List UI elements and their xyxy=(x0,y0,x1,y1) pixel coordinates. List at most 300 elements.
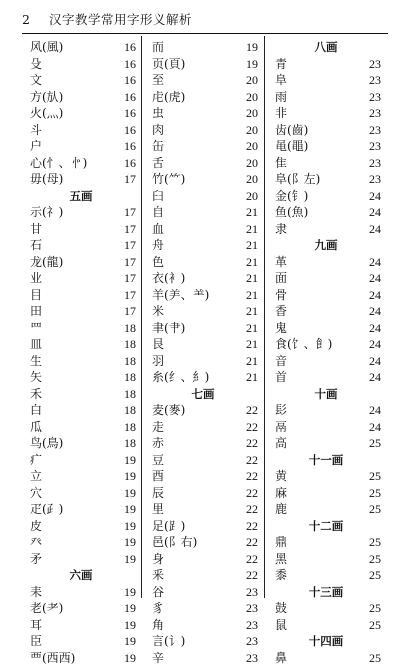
index-entry xyxy=(267,600,385,617)
radical-char: 革 xyxy=(275,254,287,271)
index-entry xyxy=(144,617,262,634)
radical-char: 赤 xyxy=(152,435,164,452)
index-entry xyxy=(144,633,262,650)
page-ref: 22 xyxy=(246,567,258,584)
index-entry xyxy=(267,402,385,419)
index-entry xyxy=(267,155,385,172)
index-entry xyxy=(22,39,140,56)
page-ref: 22 xyxy=(246,419,258,436)
radical-char: 辛 xyxy=(152,650,164,666)
radical-char: 矛 xyxy=(30,551,42,568)
radical-char: 臣 xyxy=(30,633,42,650)
radical-char: 皮 xyxy=(30,518,42,535)
radical-char: 身 xyxy=(152,551,164,568)
header-rule xyxy=(22,33,388,34)
radical-char: 目 xyxy=(30,287,42,304)
index-entry xyxy=(144,303,262,320)
page-ref: 17 xyxy=(124,270,136,287)
radical-char: 而 xyxy=(152,39,164,56)
radical-char: 殳 xyxy=(30,56,42,73)
radical-char: 鼠 xyxy=(275,617,287,634)
page-ref: 24 xyxy=(369,188,381,205)
page-ref: 16 xyxy=(124,105,136,122)
index-entry xyxy=(267,89,385,106)
page-ref: 25 xyxy=(369,551,381,568)
index-entry xyxy=(22,353,140,370)
index-entry xyxy=(144,650,262,666)
page-ref: 25 xyxy=(369,468,381,485)
page-ref: 23 xyxy=(369,122,381,139)
page-ref: 23 xyxy=(369,89,381,106)
radical-char: 足(⻊) xyxy=(152,518,185,535)
page-ref: 19 xyxy=(124,452,136,469)
index-entry xyxy=(22,501,140,518)
radical-char: 骨 xyxy=(275,287,287,304)
stroke-count-heading: 八画 xyxy=(267,39,385,56)
book-title: 汉字教学常用字形义解析 xyxy=(49,12,192,27)
index-entry xyxy=(267,419,385,436)
index-entry xyxy=(144,468,262,485)
index-entry xyxy=(144,270,262,287)
page-ref: 23 xyxy=(369,56,381,73)
radical-char: 甘 xyxy=(30,221,42,238)
radical-char: 髟 xyxy=(275,402,287,419)
radical-char: 鬼 xyxy=(275,320,287,337)
stroke-count-heading: 十画 xyxy=(267,386,385,403)
radical-char: 鱼(魚) xyxy=(275,204,308,221)
index-entry xyxy=(22,419,140,436)
page-ref: 16 xyxy=(124,56,136,73)
page-ref: 21 xyxy=(246,353,258,370)
page-ref: 19 xyxy=(246,56,258,73)
radical-char: 聿(⺺) xyxy=(152,320,185,337)
page-ref: 21 xyxy=(246,237,258,254)
page-ref: 23 xyxy=(369,138,381,155)
radical-char: 自 xyxy=(152,204,164,221)
index-entry xyxy=(22,518,140,535)
index-entry xyxy=(22,320,140,337)
radical-char: 虍(虎) xyxy=(152,89,185,106)
index-entry xyxy=(22,452,140,469)
index-entry xyxy=(267,468,385,485)
radical-char: 阜 xyxy=(275,72,287,89)
page-ref: 19 xyxy=(124,650,136,666)
page-ref: 20 xyxy=(246,188,258,205)
radical-char: 面 xyxy=(275,270,287,287)
radical-char: 舌 xyxy=(152,155,164,172)
radical-char: 非 xyxy=(275,105,287,122)
radical-char: 耳 xyxy=(30,617,42,634)
index-entry xyxy=(22,122,140,139)
radical-char: 米 xyxy=(152,303,164,320)
index-entry xyxy=(144,534,262,551)
radical-char: 黾(黽) xyxy=(275,138,308,155)
page-ref: 23 xyxy=(369,171,381,188)
index-entry xyxy=(22,402,140,419)
radical-char: 辰 xyxy=(152,485,164,502)
page-ref: 19 xyxy=(124,518,136,535)
index-entry xyxy=(144,419,262,436)
index-entry xyxy=(267,534,385,551)
index-entry xyxy=(267,485,385,502)
index-entry xyxy=(267,353,385,370)
index-entry xyxy=(144,39,262,56)
index-entry xyxy=(144,584,262,601)
index-entry xyxy=(22,89,140,106)
page-ref: 23 xyxy=(369,105,381,122)
radical-char: 耒 xyxy=(30,584,42,601)
page-ref: 22 xyxy=(246,435,258,452)
radical-char: 羊(⺶、⺷) xyxy=(152,287,209,304)
radical-char: 生 xyxy=(30,353,42,370)
radical-char: 黄 xyxy=(275,468,287,485)
radical-char: 至 xyxy=(152,72,164,89)
page-ref: 22 xyxy=(246,551,258,568)
index-entry xyxy=(144,567,262,584)
page-ref: 23 xyxy=(246,600,258,617)
page-ref: 22 xyxy=(246,402,258,419)
radical-char: 高 xyxy=(275,435,287,452)
index-entry xyxy=(22,551,140,568)
index-entry xyxy=(267,122,385,139)
page-ref: 20 xyxy=(246,122,258,139)
page-ref: 19 xyxy=(124,534,136,551)
page-ref: 23 xyxy=(246,584,258,601)
radical-char: 黍 xyxy=(275,567,287,584)
radical-char: 风(風) xyxy=(30,39,63,56)
index-entry xyxy=(144,369,262,386)
index-entry xyxy=(144,501,262,518)
page-ref: 23 xyxy=(246,617,258,634)
radical-char: 鼻 xyxy=(275,650,287,666)
column-divider-2 xyxy=(264,36,265,598)
page-ref: 17 xyxy=(124,237,136,254)
radical-char: 疋(⺪) xyxy=(30,501,63,518)
page-ref: 20 xyxy=(246,155,258,172)
page-ref: 18 xyxy=(124,435,136,452)
radical-char: 鼓 xyxy=(275,600,287,617)
radical-char: 糸(纟、糹) xyxy=(152,369,209,386)
stroke-count-heading: 七画 xyxy=(144,386,262,403)
radical-char: 豆 xyxy=(152,452,164,469)
index-entry xyxy=(22,600,140,617)
page-ref: 17 xyxy=(124,254,136,271)
page-ref: 24 xyxy=(369,353,381,370)
radical-char: 文 xyxy=(30,72,42,89)
index-entry xyxy=(22,336,140,353)
index-entry xyxy=(144,237,262,254)
index-entry xyxy=(144,485,262,502)
stroke-count-heading: 十一画 xyxy=(267,452,385,469)
radical-char: 釆 xyxy=(152,567,164,584)
page-ref: 21 xyxy=(246,287,258,304)
page-header xyxy=(22,10,192,28)
page-ref: 20 xyxy=(246,105,258,122)
index-entry xyxy=(144,336,262,353)
page-ref: 22 xyxy=(246,518,258,535)
page-ref: 25 xyxy=(369,435,381,452)
page-ref: 25 xyxy=(369,534,381,551)
radical-char: 色 xyxy=(152,254,164,271)
page-ref: 25 xyxy=(369,600,381,617)
page-ref: 16 xyxy=(124,39,136,56)
radical-char: 石 xyxy=(30,237,42,254)
radical-char: 食(饣、飠) xyxy=(275,336,332,353)
page-ref: 21 xyxy=(246,320,258,337)
index-entry xyxy=(267,204,385,221)
index-entry xyxy=(22,485,140,502)
radical-char: 瓜 xyxy=(30,419,42,436)
radical-char: 雨 xyxy=(275,89,287,106)
index-entry xyxy=(22,633,140,650)
page-ref: 23 xyxy=(246,633,258,650)
index-entry xyxy=(267,221,385,238)
radical-char: 麻 xyxy=(275,485,287,502)
radical-char: 首 xyxy=(275,369,287,386)
radical-char: 禾 xyxy=(30,386,42,403)
index-entry xyxy=(22,138,140,155)
index-entry xyxy=(22,369,140,386)
page-ref: 21 xyxy=(246,221,258,238)
index-entry xyxy=(144,452,262,469)
radical-char: 青 xyxy=(275,56,287,73)
page-ref: 24 xyxy=(369,336,381,353)
page-ref: 24 xyxy=(369,419,381,436)
page-ref: 16 xyxy=(124,138,136,155)
radical-char: 立 xyxy=(30,468,42,485)
page-ref: 16 xyxy=(124,89,136,106)
index-entry xyxy=(22,584,140,601)
page-ref: 18 xyxy=(124,336,136,353)
index-entry xyxy=(22,386,140,403)
column-divider-1 xyxy=(141,36,142,598)
radical-char: 方(㫃) xyxy=(30,89,63,106)
radical-char: 音 xyxy=(275,353,287,370)
index-entry xyxy=(144,56,262,73)
index-entry xyxy=(267,72,385,89)
radical-char: 毋(母) xyxy=(30,171,63,188)
page-ref: 19 xyxy=(124,633,136,650)
radical-char: 言(讠) xyxy=(152,633,185,650)
page-ref: 24 xyxy=(369,287,381,304)
radical-char: 隶 xyxy=(275,221,287,238)
radical-char: 肉 xyxy=(152,122,164,139)
radical-char: 皿 xyxy=(30,336,42,353)
radical-char: 斗 xyxy=(30,122,42,139)
radical-char: 鼎 xyxy=(275,534,287,551)
stroke-count-heading: 十三画 xyxy=(267,584,385,601)
index-entry xyxy=(144,287,262,304)
index-entry xyxy=(267,336,385,353)
index-entry xyxy=(144,72,262,89)
radical-char: 金(钅) xyxy=(275,188,308,205)
index-entry xyxy=(144,320,262,337)
index-entry xyxy=(144,518,262,535)
index-entry xyxy=(22,303,140,320)
index-entry xyxy=(144,353,262,370)
radical-char: 香 xyxy=(275,303,287,320)
index-entry xyxy=(22,171,140,188)
page-ref: 25 xyxy=(369,617,381,634)
index-entry xyxy=(144,89,262,106)
page-ref: 22 xyxy=(246,452,258,469)
page-ref: 18 xyxy=(124,386,136,403)
page-ref: 21 xyxy=(246,204,258,221)
index-entry xyxy=(267,501,385,518)
index-entry xyxy=(267,650,385,666)
radical-char: 豸 xyxy=(152,600,164,617)
radical-char: 覀(西西) xyxy=(30,650,75,666)
radical-char: 麦(麥) xyxy=(152,402,185,419)
index-entry xyxy=(267,188,385,205)
page-ref: 18 xyxy=(124,320,136,337)
index-entry xyxy=(267,303,385,320)
page-ref: 16 xyxy=(124,122,136,139)
index-column-1 xyxy=(22,39,140,666)
index-entry xyxy=(22,534,140,551)
radical-char: 业 xyxy=(30,270,42,287)
radical-char: 鹿 xyxy=(275,501,287,518)
radical-char: 疒 xyxy=(30,452,42,469)
page-ref: 17 xyxy=(124,221,136,238)
radical-char: 缶 xyxy=(152,138,164,155)
page-ref: 19 xyxy=(124,600,136,617)
index-entry xyxy=(267,369,385,386)
page-ref: 25 xyxy=(369,567,381,584)
radical-char: 田 xyxy=(30,303,42,320)
radical-char: 齿(齒) xyxy=(275,122,308,139)
page-ref: 24 xyxy=(369,303,381,320)
radical-char: 隹 xyxy=(275,155,287,172)
page-ref: 25 xyxy=(369,501,381,518)
radical-char: 阜(阝左) xyxy=(275,171,320,188)
radical-char: 白 xyxy=(30,402,42,419)
index-entry xyxy=(22,468,140,485)
index-entry xyxy=(267,287,385,304)
index-column-2 xyxy=(144,39,262,666)
index-entry xyxy=(144,105,262,122)
radical-char: 页(頁) xyxy=(152,56,185,73)
index-entry xyxy=(267,138,385,155)
index-entry xyxy=(22,270,140,287)
index-entry xyxy=(144,155,262,172)
radical-char: 衣(衤) xyxy=(152,270,185,287)
index-entry xyxy=(22,221,140,238)
index-entry xyxy=(267,551,385,568)
radical-char: 示(礻) xyxy=(30,204,63,221)
page-ref: 24 xyxy=(369,270,381,287)
page-number: 2 xyxy=(22,12,30,27)
radical-char: 心(忄、㣺) xyxy=(30,155,87,172)
index-entry xyxy=(22,237,140,254)
stroke-count-heading: 五画 xyxy=(22,188,140,205)
index-entry xyxy=(22,650,140,666)
page-ref: 25 xyxy=(369,650,381,666)
page-ref: 24 xyxy=(369,320,381,337)
page-ref: 18 xyxy=(124,353,136,370)
index-entry xyxy=(267,270,385,287)
page-ref: 20 xyxy=(246,171,258,188)
page-ref: 24 xyxy=(369,221,381,238)
radical-char: 血 xyxy=(152,221,164,238)
radical-char: 艮 xyxy=(152,336,164,353)
radical-char: 户 xyxy=(30,138,42,155)
index-entry xyxy=(144,188,262,205)
page-ref: 17 xyxy=(124,287,136,304)
page-ref: 19 xyxy=(246,39,258,56)
index-entry xyxy=(22,617,140,634)
page-ref: 22 xyxy=(246,501,258,518)
radical-char: 癶 xyxy=(30,534,42,551)
index-entry xyxy=(22,72,140,89)
page-ref: 24 xyxy=(369,204,381,221)
page-ref: 24 xyxy=(369,402,381,419)
radical-char: 鸟(鳥) xyxy=(30,435,63,452)
radical-char: 臼 xyxy=(152,188,164,205)
page-ref: 23 xyxy=(369,72,381,89)
index-entry xyxy=(144,171,262,188)
page-ref: 17 xyxy=(124,204,136,221)
index-entry xyxy=(144,551,262,568)
page-ref: 19 xyxy=(124,468,136,485)
radical-char: 鬲 xyxy=(275,419,287,436)
index-entry xyxy=(267,567,385,584)
index-entry xyxy=(144,204,262,221)
page-ref: 18 xyxy=(124,419,136,436)
radical-char: 舟 xyxy=(152,237,164,254)
index-entry xyxy=(22,204,140,221)
page-ref: 20 xyxy=(246,72,258,89)
page-ref: 23 xyxy=(246,650,258,666)
page-ref: 22 xyxy=(246,468,258,485)
page-ref: 18 xyxy=(124,402,136,419)
index-entry xyxy=(267,171,385,188)
page-ref: 19 xyxy=(124,617,136,634)
index-entry xyxy=(267,435,385,452)
stroke-count-heading: 六画 xyxy=(22,567,140,584)
radical-char: 邑(阝右) xyxy=(152,534,197,551)
radical-char: 角 xyxy=(152,617,164,634)
radical-char: 酉 xyxy=(152,468,164,485)
index-entry xyxy=(22,287,140,304)
stroke-count-heading: 九画 xyxy=(267,237,385,254)
index-entry xyxy=(22,254,140,271)
index-entry xyxy=(144,600,262,617)
radical-char: 罒 xyxy=(30,320,42,337)
page-ref: 17 xyxy=(124,171,136,188)
page-ref: 21 xyxy=(246,254,258,271)
index-entry xyxy=(144,122,262,139)
page-ref: 21 xyxy=(246,336,258,353)
radical-char: 火(灬) xyxy=(30,105,63,122)
radical-char: 虫 xyxy=(152,105,164,122)
page-ref: 23 xyxy=(369,155,381,172)
page-ref: 21 xyxy=(246,303,258,320)
page-ref: 19 xyxy=(124,584,136,601)
page-ref: 19 xyxy=(124,551,136,568)
index-entry xyxy=(144,138,262,155)
page-ref: 25 xyxy=(369,485,381,502)
radical-char: 谷 xyxy=(152,584,164,601)
page-ref: 19 xyxy=(124,485,136,502)
page-ref: 21 xyxy=(246,270,258,287)
page-ref: 21 xyxy=(246,369,258,386)
index-entry xyxy=(267,56,385,73)
page-ref: 16 xyxy=(124,155,136,172)
index-entry xyxy=(267,320,385,337)
stroke-count-heading: 十二画 xyxy=(267,518,385,535)
radical-char: 黑 xyxy=(275,551,287,568)
